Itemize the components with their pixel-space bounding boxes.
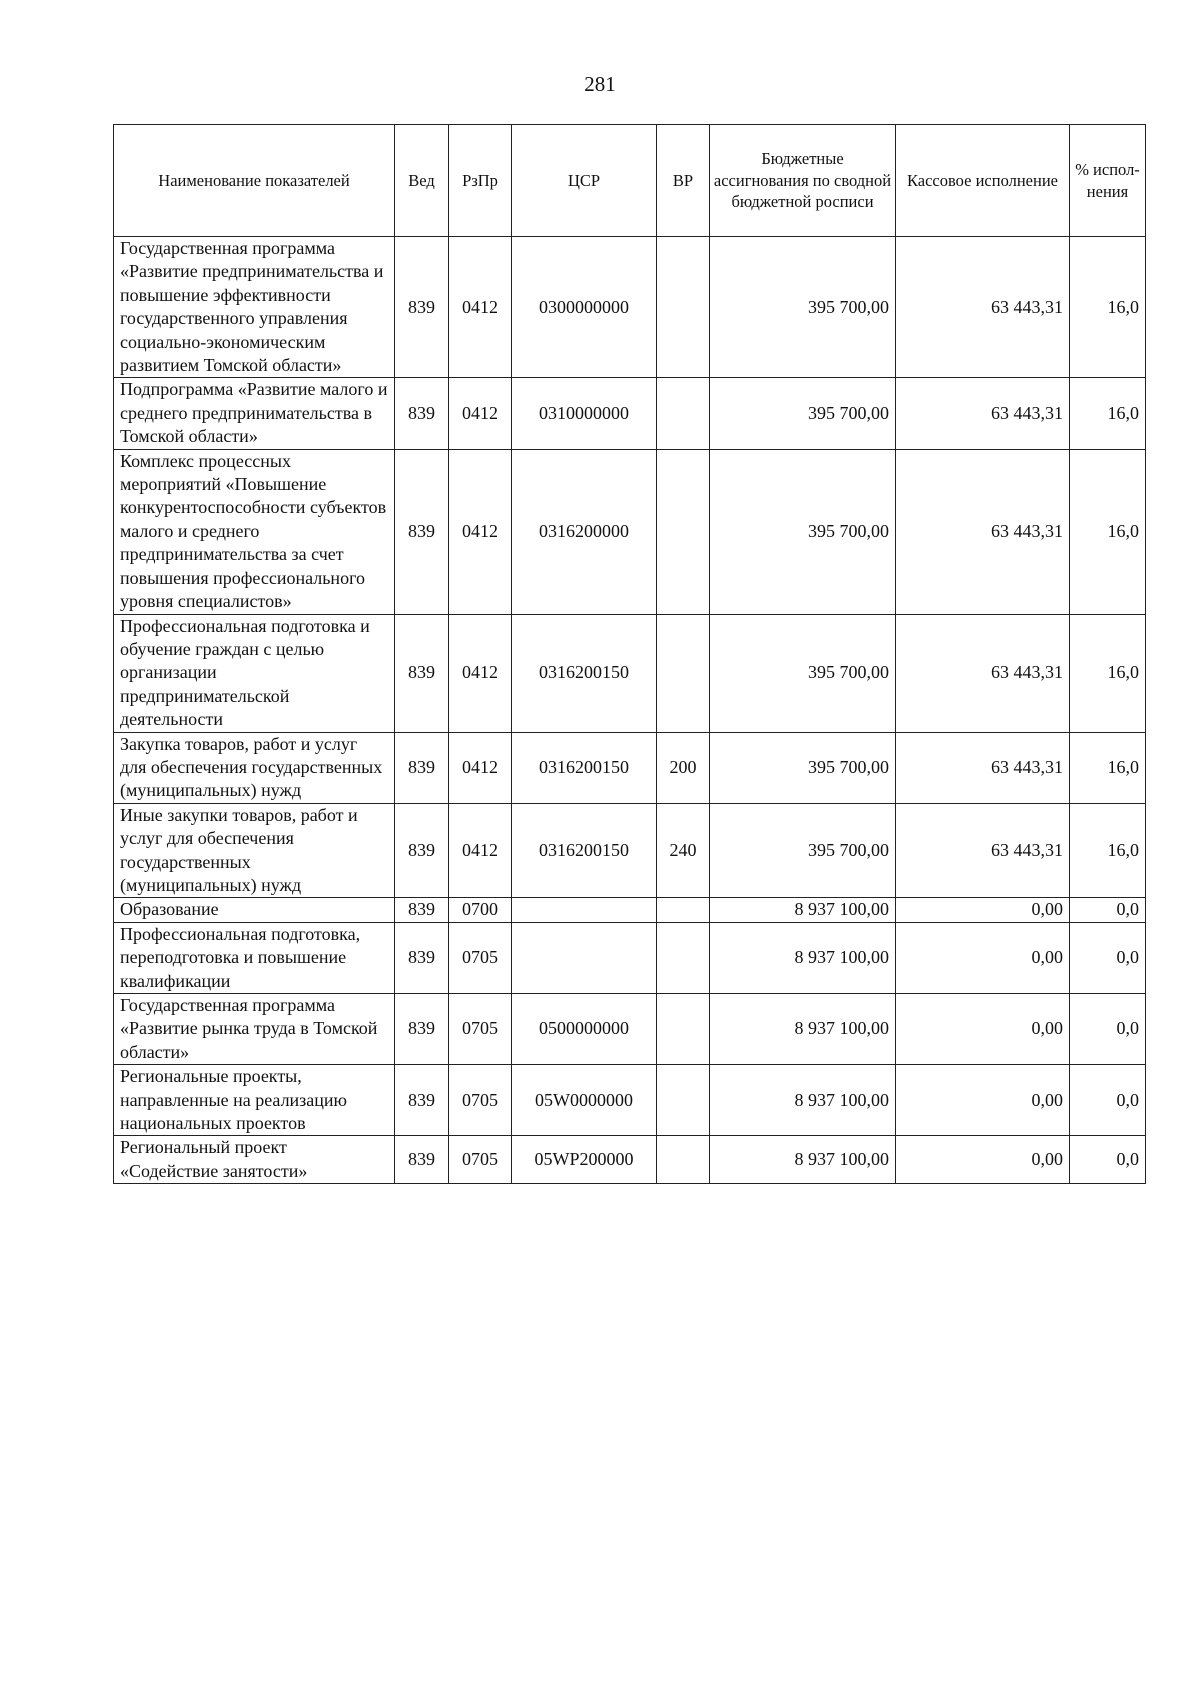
- cell-name: Государственная программа «Развитие предпринимательства и повышение эффективности государственного управления социально-экономическим развитием Томской области»: [114, 237, 395, 378]
- budget-table: [113, 124, 1146, 1184]
- table-row: [114, 994, 1146, 1065]
- table-body: [114, 237, 1146, 1184]
- cell-cash: 0,00: [896, 922, 1070, 993]
- cell-budget: 8 937 100,00: [710, 1065, 896, 1136]
- cell-csr: 0500000000: [512, 994, 657, 1065]
- cell-name: Региональный проект «Содействие занятости»: [114, 1136, 395, 1184]
- cell-budget: 395 700,00: [710, 378, 896, 449]
- table-row: [114, 449, 1146, 614]
- cell-ved: 839: [395, 994, 449, 1065]
- cell-rzpr: 0705: [449, 994, 512, 1065]
- cell-percent: 0,0: [1070, 994, 1146, 1065]
- cell-vr: [657, 994, 710, 1065]
- header-budget: Бюджетные ассигнования по сводной бюджетной росписи: [710, 125, 896, 237]
- cell-ved: 839: [395, 237, 449, 378]
- cell-name: Государственная программа «Развитие рынка труда в Томской области»: [114, 994, 395, 1065]
- cell-percent: 16,0: [1070, 614, 1146, 732]
- cell-cash: 0,00: [896, 898, 1070, 922]
- cell-csr: 0316200150: [512, 614, 657, 732]
- header-rzpr: РзПр: [449, 125, 512, 237]
- cell-rzpr: 0700: [449, 898, 512, 922]
- cell-csr: 0310000000: [512, 378, 657, 449]
- cell-csr: 0316200000: [512, 449, 657, 614]
- cell-percent: 0,0: [1070, 898, 1146, 922]
- cell-cash: 0,00: [896, 1065, 1070, 1136]
- cell-rzpr: 0705: [449, 1136, 512, 1184]
- cell-rzpr: 0412: [449, 237, 512, 378]
- cell-percent: 0,0: [1070, 1065, 1146, 1136]
- cell-vr: 200: [657, 732, 710, 803]
- cell-name: Региональные проекты, направленные на реализацию национальных проектов: [114, 1065, 395, 1136]
- cell-budget: 8 937 100,00: [710, 1136, 896, 1184]
- cell-ved: 839: [395, 449, 449, 614]
- cell-cash: 63 443,31: [896, 614, 1070, 732]
- cell-rzpr: 0412: [449, 614, 512, 732]
- cell-percent: 16,0: [1070, 803, 1146, 898]
- cell-ved: 839: [395, 732, 449, 803]
- header-cash: Кассовое исполнение: [896, 125, 1070, 237]
- cell-rzpr: 0705: [449, 1065, 512, 1136]
- cell-name: Образование: [114, 898, 395, 922]
- cell-vr: 240: [657, 803, 710, 898]
- cell-budget: 395 700,00: [710, 732, 896, 803]
- cell-cash: 0,00: [896, 994, 1070, 1065]
- table-row: [114, 922, 1146, 993]
- cell-budget: 395 700,00: [710, 449, 896, 614]
- cell-budget: 8 937 100,00: [710, 898, 896, 922]
- cell-csr: 0300000000: [512, 237, 657, 378]
- header-name: Наименование показателей: [114, 125, 395, 237]
- cell-ved: 839: [395, 922, 449, 993]
- cell-name: Подпрограмма «Развитие малого и среднего предпринимательства в Томской области»: [114, 378, 395, 449]
- cell-cash: 63 443,31: [896, 378, 1070, 449]
- cell-vr: [657, 378, 710, 449]
- cell-cash: 63 443,31: [896, 732, 1070, 803]
- cell-cash: 63 443,31: [896, 803, 1070, 898]
- cell-ved: 839: [395, 1136, 449, 1184]
- cell-name: Профессиональная подготовка и обучение граждан с целью организации предпринимательской деятельности: [114, 614, 395, 732]
- header-percent: % испол-нения: [1070, 125, 1146, 237]
- cell-vr: [657, 1065, 710, 1136]
- cell-budget: 8 937 100,00: [710, 994, 896, 1065]
- table-header-row: [114, 125, 1146, 237]
- table-row: [114, 614, 1146, 732]
- cell-rzpr: 0412: [449, 449, 512, 614]
- cell-vr: [657, 898, 710, 922]
- cell-vr: [657, 449, 710, 614]
- cell-ved: 839: [395, 898, 449, 922]
- cell-percent: 0,0: [1070, 1136, 1146, 1184]
- cell-cash: 0,00: [896, 1136, 1070, 1184]
- cell-budget: 395 700,00: [710, 803, 896, 898]
- cell-rzpr: 0412: [449, 732, 512, 803]
- table-row: [114, 898, 1146, 922]
- cell-budget: 395 700,00: [710, 614, 896, 732]
- table-row: [114, 1136, 1146, 1184]
- cell-rzpr: 0412: [449, 378, 512, 449]
- header-ved: Вед: [395, 125, 449, 237]
- table-row: [114, 378, 1146, 449]
- cell-rzpr: 0705: [449, 922, 512, 993]
- table-row: [114, 803, 1146, 898]
- cell-ved: 839: [395, 1065, 449, 1136]
- cell-percent: 16,0: [1070, 732, 1146, 803]
- cell-vr: [657, 1136, 710, 1184]
- cell-csr: 0316200150: [512, 732, 657, 803]
- cell-budget: 8 937 100,00: [710, 922, 896, 993]
- cell-name: Иные закупки товаров, работ и услуг для обеспечения государственных (муниципальных) нужд: [114, 803, 395, 898]
- cell-percent: 16,0: [1070, 449, 1146, 614]
- cell-csr: [512, 922, 657, 993]
- cell-name: Комплекс процессных мероприятий «Повышение конкурентоспособности субъектов малого и среднего предпринимательства за счет повышения профессионального уровня специалистов»: [114, 449, 395, 614]
- cell-csr: 05WP200000: [512, 1136, 657, 1184]
- cell-ved: 839: [395, 614, 449, 732]
- cell-csr: 0316200150: [512, 803, 657, 898]
- cell-percent: 16,0: [1070, 378, 1146, 449]
- cell-rzpr: 0412: [449, 803, 512, 898]
- cell-vr: [657, 614, 710, 732]
- cell-vr: [657, 237, 710, 378]
- table-row: [114, 1065, 1146, 1136]
- table-row: [114, 732, 1146, 803]
- cell-cash: 63 443,31: [896, 237, 1070, 378]
- header-vr: ВР: [657, 125, 710, 237]
- cell-budget: 395 700,00: [710, 237, 896, 378]
- cell-csr: 05W0000000: [512, 1065, 657, 1136]
- cell-cash: 63 443,31: [896, 449, 1070, 614]
- table-row: [114, 237, 1146, 378]
- page-number: 281: [584, 72, 616, 96]
- cell-ved: 839: [395, 378, 449, 449]
- header-csr: ЦСР: [512, 125, 657, 237]
- cell-vr: [657, 922, 710, 993]
- cell-ved: 839: [395, 803, 449, 898]
- cell-csr: [512, 898, 657, 922]
- cell-name: Закупка товаров, работ и услуг для обеспечения государственных (муниципальных) нужд: [114, 732, 395, 803]
- cell-name: Профессиональная подготовка, переподготовка и повышение квалификации: [114, 922, 395, 993]
- cell-percent: 0,0: [1070, 922, 1146, 993]
- cell-percent: 16,0: [1070, 237, 1146, 378]
